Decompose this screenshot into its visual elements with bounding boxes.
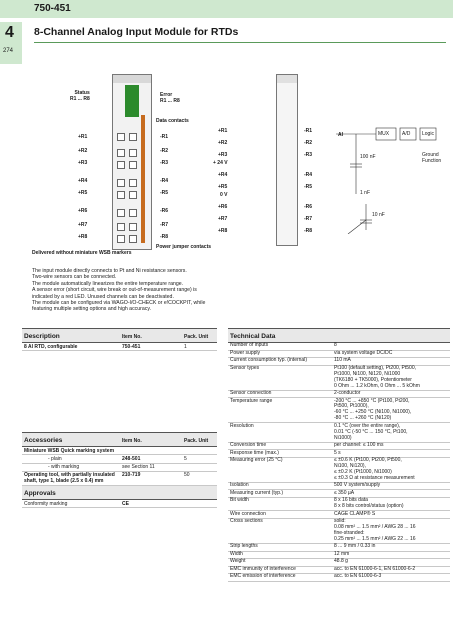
left-label: +R3 — [78, 160, 88, 166]
spec-value-line: 0.1 °C (over the entire range), — [334, 422, 401, 429]
table-row — [228, 482, 450, 490]
col-item: Item No. — [122, 334, 142, 340]
terminal — [129, 191, 137, 199]
right-label: -R1 — [160, 134, 169, 140]
error-label: Error R1 ... R8 — [160, 92, 180, 104]
description-line: The module can be configured via WAGO-I/O-CHECK or e!COCKPIT, while — [32, 300, 206, 307]
row-pack — [182, 463, 217, 471]
spec-value-line: solid: — [334, 518, 346, 525]
mid-right-label: -R6 — [304, 204, 313, 210]
right-label: -R7 — [160, 222, 169, 228]
figure-caption: Delivered without miniature WSB markers — [32, 250, 132, 256]
ordering-table — [22, 328, 217, 508]
technical-data-table — [228, 328, 450, 582]
page-number: 274 — [3, 48, 14, 54]
spec-key: Number of inputs — [228, 343, 332, 351]
description-header — [22, 329, 217, 343]
spec-value-line: 5 s — [334, 449, 341, 456]
terminal — [117, 161, 125, 169]
spec-value — [332, 442, 450, 450]
mid-right-label: -R1 — [304, 128, 313, 134]
spec-value — [332, 511, 450, 519]
spec-value — [332, 574, 450, 582]
spec-value-line: ≤ ±0.3 Ω at resistance measurement — [334, 474, 415, 481]
spec-value-line: Pt100 (default setting), Pt200, Pt500, — [334, 364, 416, 371]
terminal — [129, 161, 137, 169]
spec-key: Strip lengths — [228, 544, 332, 552]
spec-value-line: 0.25 mm² ... 1.5 mm² / AWG 22 ... 16 — [334, 535, 416, 542]
technical-data-body — [228, 343, 450, 582]
spec-value-line: 0.08 mm² ... 1.5 mm² / AWG 28 ... 16 — [334, 524, 416, 531]
table-row — [228, 574, 450, 582]
circuit-cap1: 100 nF — [360, 154, 376, 160]
top-band — [0, 0, 453, 18]
diagram-module-head — [277, 75, 297, 83]
spec-key: Temperature range — [228, 398, 332, 423]
spec-value — [332, 398, 450, 423]
power-jumper-label: Power jumper contacts — [156, 244, 212, 250]
circuit-mux: MUX — [378, 131, 390, 137]
spec-key: Width — [228, 551, 332, 559]
row-item: see Section 11 — [120, 463, 182, 471]
left-label: +R5 — [78, 190, 88, 196]
spec-value-line: acc. to EN 61000-6-3 — [334, 573, 382, 580]
ce-mark: CE — [120, 499, 217, 507]
left-label: +R7 — [78, 222, 88, 228]
table-row — [228, 442, 450, 450]
left-label: +R2 — [78, 148, 88, 154]
row-item: 750-451 — [120, 343, 182, 351]
mid-left-label: +R3 — [218, 152, 228, 158]
spec-value-line: 8 — [334, 342, 337, 349]
terminal — [129, 133, 137, 141]
terminal — [117, 223, 125, 231]
table-row — [22, 343, 217, 351]
connection-diagram-module — [276, 74, 298, 246]
terminal — [117, 209, 125, 217]
table-row — [228, 497, 450, 510]
status-label: Status R1 ... R8 — [70, 90, 90, 102]
terminal — [129, 179, 137, 187]
table-row — [228, 365, 450, 390]
table-row — [228, 559, 450, 567]
spec-value — [332, 365, 450, 390]
table-row — [228, 544, 450, 552]
spec-key: Sensor connection — [228, 390, 332, 398]
row-description: Operating tool, with partially insulated shaft, type 1, blade (2.5 x 0.4) mm — [22, 471, 120, 485]
mid-right-label: -R7 — [304, 216, 313, 222]
module-figure — [30, 70, 450, 260]
table-row — [22, 447, 217, 455]
spec-value-line: ≤ ±0.6 K (Pt100, Pt200, Pt500, — [334, 457, 402, 464]
item-code: 750-451 — [34, 3, 71, 14]
spec-value-line: -60 °C ... +250 °C (Ni100, Ni1000), — [334, 409, 412, 416]
spec-value-line: -200 °C ... +850 °C (Pt100, Pt200, — [334, 397, 410, 404]
row-description: 8 AI RTD, configurable — [22, 343, 120, 351]
spec-value-line: via system voltage DC/DC — [334, 349, 393, 356]
terminal — [117, 133, 125, 141]
accessories-header — [22, 433, 217, 447]
spec-key: Wire connection — [228, 511, 332, 519]
spec-value-line: 0 Ohm ... 1.2 kOhm, 0 Ohm ... 5 kOhm — [334, 382, 420, 389]
right-label: -R6 — [160, 208, 169, 214]
spec-key: Resolution — [228, 423, 332, 442]
mid-left-label: +R8 — [218, 228, 228, 234]
spec-value-line: 110 mA — [334, 357, 351, 364]
row-item: 248-501 — [120, 455, 182, 463]
right-label: -R3 — [160, 160, 169, 166]
spec-key: Power supply — [228, 350, 332, 358]
spec-value — [332, 358, 450, 366]
spec-value-line: CAGE CLAMP® S — [334, 510, 376, 517]
spec-value-line: ≤ ±0.2 K (Pt1000, Ni1000) — [334, 468, 392, 475]
spec-key: Isolation — [228, 482, 332, 490]
spec-value-line: 8 x 16 bits data — [334, 497, 368, 504]
technical-data-heading: Technical Data — [230, 333, 276, 340]
spec-value-line: 500 V system/supply — [334, 482, 381, 489]
col-accessories: Accessories — [24, 437, 63, 445]
table-row — [228, 343, 450, 351]
mid-left-label: +R7 — [218, 216, 228, 222]
circuit-ai: AI — [338, 132, 343, 138]
table-row — [22, 471, 217, 485]
terminal — [129, 149, 137, 157]
spec-value — [332, 559, 450, 567]
terminal — [129, 235, 137, 243]
mid-right-label: -R5 — [304, 184, 313, 190]
chapter-tab — [0, 22, 22, 64]
terminal — [117, 149, 125, 157]
mid-left-label: 0 V — [220, 192, 228, 198]
spec-value-line: Ni1000) — [334, 434, 352, 441]
module-stripe — [141, 115, 145, 243]
spec-key: Weight — [228, 559, 332, 567]
row-pack: 50 — [182, 471, 217, 485]
description-line: The module automatically linearizes the entire temperature range. — [32, 280, 184, 287]
spec-value — [332, 518, 450, 543]
right-label: -R5 — [160, 190, 169, 196]
left-label: +R4 — [78, 178, 88, 184]
table-row — [22, 463, 217, 471]
spec-value-line: Ni100, Ni120), — [334, 462, 366, 469]
status-leds — [125, 85, 139, 117]
spec-key: Current consumption typ. (internal) — [228, 358, 332, 366]
mid-left-label: +R1 — [218, 128, 228, 134]
left-label: +R8 — [78, 234, 88, 240]
terminal — [117, 191, 125, 199]
table-row — [22, 499, 217, 507]
spec-value — [332, 390, 450, 398]
spec-value-line: 12 mm — [334, 550, 350, 557]
spec-value-line: acc. to EN 61000-6-1, EN 61000-6-2 — [334, 565, 416, 572]
description-text — [32, 268, 332, 313]
row-description: - with marking — [22, 463, 120, 471]
spec-key: EMC immunity of interference — [228, 566, 332, 574]
spec-value-line: per channel: ≤ 100 ms — [334, 442, 384, 449]
spec-value — [332, 343, 450, 351]
title-rule — [34, 42, 446, 43]
mid-right-label: -R4 — [304, 172, 313, 178]
table-row — [228, 423, 450, 442]
right-label: -R4 — [160, 178, 169, 184]
spec-key: Cross sections — [228, 518, 332, 543]
table-row — [22, 455, 217, 463]
mid-right-label: -R3 — [304, 152, 313, 158]
spec-value-line: Pt1000, Ni100, Ni120, Ni1000 — [334, 370, 401, 377]
circuit-cap2: 1 nF — [360, 190, 371, 196]
spec-value-line: 8 ... 9 mm / 0.33 in — [334, 543, 376, 550]
spec-value — [332, 423, 450, 442]
circuit-logic: Logic — [422, 131, 434, 137]
circuit-ad: A/D — [402, 131, 411, 137]
circuit-cap3: 10 nF — [372, 212, 385, 218]
table-row — [228, 390, 450, 398]
spec-value — [332, 482, 450, 490]
data-contacts-label: Data contacts — [156, 118, 189, 124]
spec-value-line: fine-stranded: — [334, 529, 365, 536]
spec-value — [332, 457, 450, 482]
table-row — [228, 398, 450, 423]
spec-key: Conversion time — [228, 442, 332, 450]
description-line: A sensor error (short circuit, wire break or out-of-measurement range) is — [32, 287, 197, 294]
technical-data-header — [228, 329, 450, 343]
row-item: 210-719 — [120, 471, 182, 485]
spec-value-line: Pt500, Pt1000), — [334, 403, 369, 410]
description-line: featuring multiple setting options and high accuracy. — [32, 306, 151, 313]
mid-left-label: +R2 — [218, 140, 228, 146]
module-head — [113, 75, 151, 83]
spec-key: Measuring error (25 °C) — [228, 457, 332, 482]
table-row — [228, 518, 450, 543]
terminal — [117, 235, 125, 243]
spec-value-line: ≤ 350 µA — [334, 489, 355, 496]
row-pack: 1 — [182, 343, 217, 351]
col-pack: Pack. Unit — [184, 438, 209, 445]
mid-left-label: +R6 — [218, 204, 228, 210]
terminal — [129, 209, 137, 217]
page-title: 8-Channel Analog Input Module for RTDs — [34, 26, 239, 38]
left-label: +R1 — [78, 134, 88, 140]
spec-value-line: -80 °C ... +260 °C (Ni120) — [334, 415, 392, 422]
circuit-diagram — [326, 124, 450, 234]
table-row — [228, 457, 450, 482]
col-item: Item No. — [122, 438, 142, 445]
spec-value — [332, 544, 450, 552]
spec-value-line: 48.8 g — [334, 558, 348, 565]
spec-value-line: 0.01 °C (-50 °C ... 150 °C, Pt100, — [334, 428, 408, 435]
spec-value-line: (TK6180 + TK5000), Potentiometer — [334, 376, 412, 383]
spec-key: EMC emission of interference — [228, 574, 332, 582]
right-label: -R2 — [160, 148, 169, 154]
terminal — [117, 179, 125, 187]
spec-key: Bit width — [228, 497, 332, 510]
spec-value — [332, 551, 450, 559]
circuit-ground: Ground Function — [422, 152, 442, 164]
mid-left-label: +R5 — [218, 184, 228, 190]
mid-right-label: -R2 — [304, 140, 313, 146]
spec-key: Response time (max.) — [228, 450, 332, 458]
spec-value-line: 2-conductor — [334, 390, 361, 397]
mid-left-label: + 24 V — [213, 160, 228, 166]
approval-label: Conformity marking — [22, 499, 120, 507]
accessory-group: Miniature WSB Quick marking system — [22, 447, 217, 455]
approvals-header — [22, 485, 217, 499]
chapter-number: 4 — [5, 24, 14, 41]
col-pack: Pack. Unit — [184, 334, 209, 340]
row-description: - plain — [22, 455, 120, 463]
col-description: Description — [24, 333, 60, 340]
mid-right-label: -R8 — [304, 228, 313, 234]
table-row — [228, 358, 450, 366]
mid-left-label: +R4 — [218, 172, 228, 178]
spec-value — [332, 497, 450, 510]
spec-key: Measuring current (typ.) — [228, 490, 332, 498]
module-illustration — [112, 74, 152, 250]
description-line: indicated by a red LED. Unused channels can be deactivated. — [32, 293, 174, 300]
row-pack: 5 — [182, 455, 217, 463]
left-label: +R6 — [78, 208, 88, 214]
spec-key: Sensor types — [228, 365, 332, 390]
terminal — [129, 223, 137, 231]
description-line: Two-wire sensors can be connected. — [32, 274, 117, 281]
right-label: -R8 — [160, 234, 169, 240]
approvals-heading: Approvals — [24, 489, 56, 497]
description-line: The input module directly connects to Pt and Ni resistance sensors. — [32, 268, 187, 274]
spec-value-line: 8 x 8 bits control/status (option) — [334, 503, 404, 510]
